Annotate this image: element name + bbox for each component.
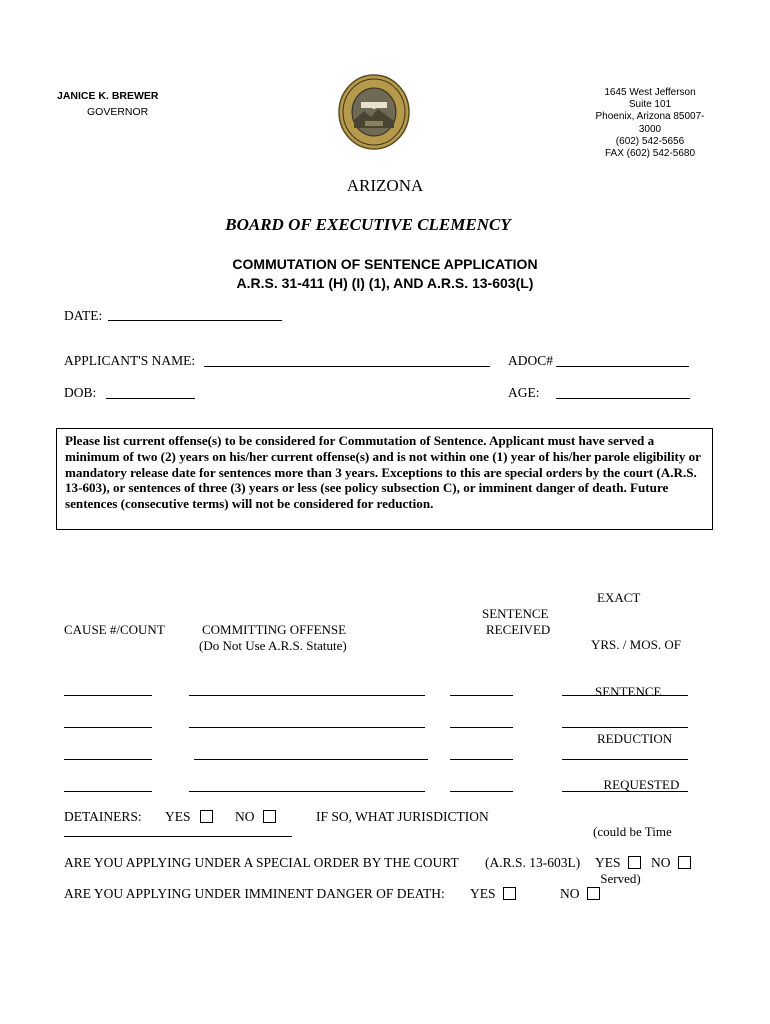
sentence-field[interactable] [450,695,513,696]
reduction-header-line: YRS. / MOS. OF [591,636,681,652]
detainers-label: DETAINERS: [64,809,142,824]
detainers-no-label: NO [235,809,255,824]
cause-header: CAUSE #/COUNT [64,622,165,637]
address-block [588,87,712,160]
age-field[interactable] [556,398,690,399]
offense-field[interactable] [189,727,425,728]
sentence-field[interactable] [450,791,513,792]
address-line: Suite 101 [628,99,672,111]
cause-field[interactable] [64,759,152,760]
date-label: DATE: [64,308,103,323]
reduction-field[interactable] [562,791,688,792]
governor-name: JANICE K. BREWER [57,90,159,102]
sentence-field[interactable] [450,727,513,728]
detainers-yes-label: YES [165,809,191,824]
seal-graphic [337,73,411,151]
jurisdiction-field[interactable] [64,836,292,837]
reduction-header-line: REDUCTION [597,730,673,746]
special-order-statute: (A.R.S. 13-603L) [485,855,581,870]
jurisdiction-label: IF SO, WHAT JURISDICTION [316,809,489,824]
detainers-no-checkbox[interactable] [263,810,276,823]
governor-title: GOVERNOR [87,106,149,118]
reduction-header-line: REQUESTED [597,777,680,793]
offense-field[interactable] [194,759,428,760]
reduction-header [591,559,691,902]
address-line: (602) 542-5656 [615,135,685,147]
board-title: BOARD OF EXECUTIVE CLEMENCY [225,215,511,234]
cause-field[interactable] [64,727,152,728]
reduction-field[interactable] [562,759,688,760]
dob-field[interactable] [106,398,195,399]
adoc-label: ADOC# [508,353,554,368]
address-line: FAX (602) 542-5680 [604,148,696,160]
reduction-field[interactable] [562,695,688,696]
sentence-header-line1: SENTENCE [482,606,549,621]
reduction-header-line: SENTENCE [595,683,662,699]
imminent-danger-yes-checkbox[interactable] [503,887,516,900]
offense-field[interactable] [189,695,425,696]
detainers-yes-checkbox[interactable] [200,810,213,823]
adoc-field[interactable] [556,366,689,367]
date-field[interactable] [108,320,282,321]
offense-note: (Do Not Use A.R.S. Statute) [199,638,347,653]
statute-title: A.R.S. 31-411 (H) (I) (1), AND A.R.S. 13-603(L) [236,275,534,291]
imminent-danger-no-label: NO [560,886,580,901]
special-order-no-checkbox[interactable] [678,856,691,869]
reduction-field[interactable] [562,727,688,728]
dob-label: DOB: [64,385,97,400]
reduction-header-line: (could be Time [593,824,672,840]
application-title: COMMUTATION OF SENTENCE APPLICATION [232,256,538,272]
sentence-field[interactable] [450,759,513,760]
offense-field[interactable] [189,791,425,792]
applicant-name-field[interactable] [204,366,490,367]
age-label: AGE: [508,385,540,400]
special-order-question: ARE YOU APPLYING UNDER A SPECIAL ORDER BY THE COURT [64,855,459,870]
reduction-header-line: Served) [597,870,641,886]
applicant-name-label: APPLICANT'S NAME: [64,353,196,368]
special-order-yes-checkbox[interactable] [628,856,641,869]
address-line: Phoenix, Arizona 85007-3000 [595,111,705,135]
instructions-box: Please list current offense(s) to be considered for Commutation of Sentence. Applicant must have served a minimum of two (2) years on his/her current offense(s) and is not within one (1) year of his/her parole eligibility or mandatory release date for sentences more than 3 years. Exceptions to this are special orders by the court (A.R.S. 13-603), or sentences of three (3) years or less (see policy subsection C), or imminent danger of death. Future sentences (consecutive terms) will not be considered for reduction. [56,428,713,530]
imminent-danger-yes-label: YES [470,886,496,901]
state-title: ARIZONA [346,176,424,195]
sentence-header-line2: RECEIVED [486,622,551,637]
cause-field[interactable] [64,791,152,792]
address-line: 1645 West Jefferson [604,87,696,98]
imminent-danger-no-checkbox[interactable] [587,887,600,900]
reduction-header-line: EXACT [597,590,641,606]
state-seal [337,73,411,151]
offense-header: COMMITTING OFFENSE [202,622,347,637]
special-order-yes-label: YES [595,855,621,870]
imminent-danger-question: ARE YOU APPLYING UNDER IMMINENT DANGER OF DEATH: [64,886,445,901]
cause-field[interactable] [64,695,152,696]
special-order-no-label: NO [651,855,671,870]
